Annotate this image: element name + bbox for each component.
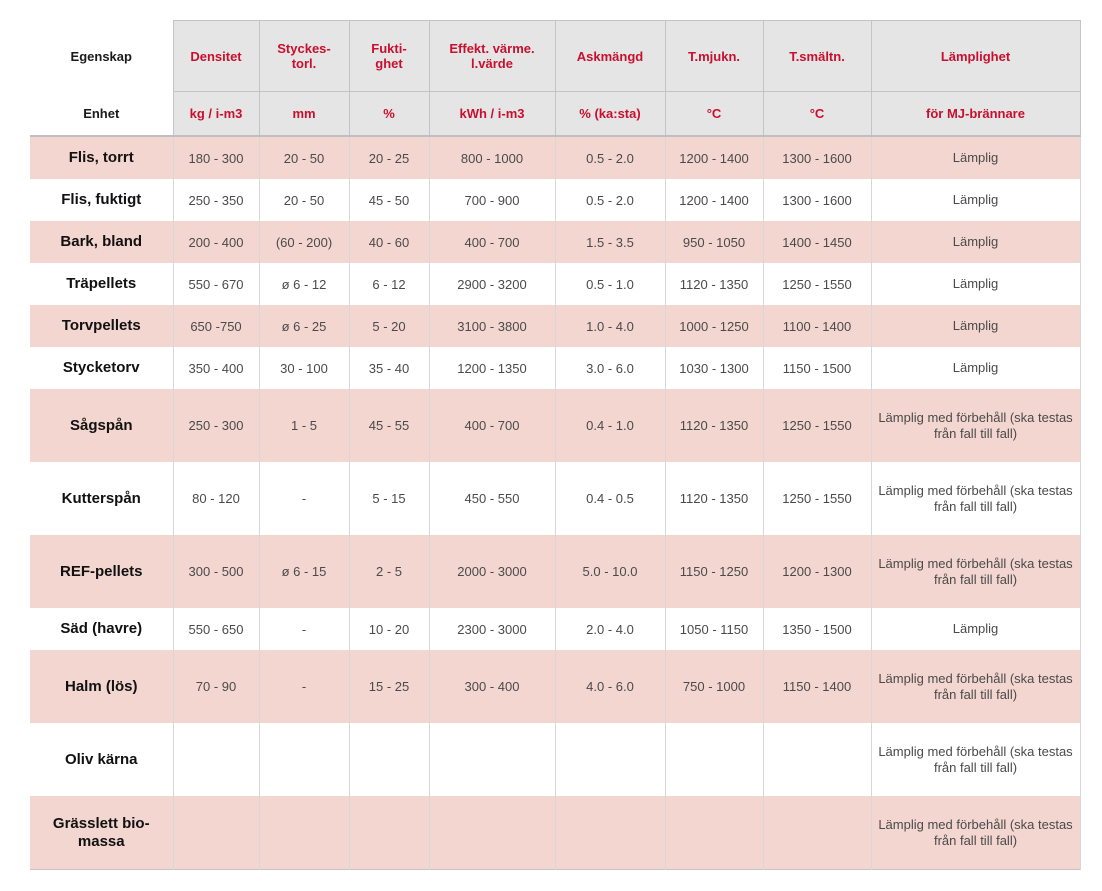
- value-cell: 0.5 - 2.0: [555, 136, 665, 179]
- table-row: [30, 136, 1080, 179]
- unit-suitability: för MJ-brännare: [871, 92, 1080, 137]
- suitability-cell: Lämplig med förbehåll (ska testas från fall till fall): [871, 650, 1080, 723]
- unit-softening-temp: °C: [665, 92, 763, 137]
- value-cell: 20 - 50: [259, 136, 349, 179]
- col-header-density: Densitet: [173, 21, 259, 92]
- table-row: [30, 535, 1080, 608]
- value-cell: 30 - 100: [259, 347, 349, 389]
- fuel-name-cell: Träpellets: [30, 263, 173, 305]
- value-cell: [763, 796, 871, 870]
- col-header-suitability: Lämplighet: [871, 21, 1080, 92]
- value-cell: [665, 796, 763, 870]
- value-cell: 300 - 400: [429, 650, 555, 723]
- value-cell: 20 - 50: [259, 179, 349, 221]
- unit-melting-temp: °C: [763, 92, 871, 137]
- value-cell: 350 - 400: [173, 347, 259, 389]
- value-cell: 4.0 - 6.0: [555, 650, 665, 723]
- suitability-cell: Lämplig med förbehåll (ska testas från fall till fall): [871, 723, 1080, 796]
- value-cell: 5.0 - 10.0: [555, 535, 665, 608]
- value-cell: ø 6 - 15: [259, 535, 349, 608]
- value-cell: 1050 - 1150: [665, 608, 763, 650]
- suitability-cell: Lämplig med förbehåll (ska testas från fall till fall): [871, 535, 1080, 608]
- table-row: [30, 462, 1080, 535]
- col-header-melting-temp: T.smältn.: [763, 21, 871, 92]
- value-cell: -: [259, 608, 349, 650]
- value-cell: [665, 723, 763, 796]
- table-row: [30, 347, 1080, 389]
- value-cell: 0.4 - 1.0: [555, 389, 665, 462]
- value-cell: 1200 - 1300: [763, 535, 871, 608]
- value-cell: 2300 - 3000: [429, 608, 555, 650]
- value-cell: 550 - 670: [173, 263, 259, 305]
- value-cell: 400 - 700: [429, 221, 555, 263]
- value-cell: 400 - 700: [429, 389, 555, 462]
- value-cell: 3100 - 3800: [429, 305, 555, 347]
- suitability-cell: Lämplig: [871, 136, 1080, 179]
- fuel-name-cell: REF-pellets: [30, 535, 173, 608]
- value-cell: 20 - 25: [349, 136, 429, 179]
- value-cell: 0.4 - 0.5: [555, 462, 665, 535]
- value-cell: 5 - 20: [349, 305, 429, 347]
- unit-label-header: Enhet: [30, 92, 173, 137]
- value-cell: 1.5 - 3.5: [555, 221, 665, 263]
- value-cell: 1120 - 1350: [665, 462, 763, 535]
- value-cell: -: [259, 650, 349, 723]
- suitability-cell: Lämplig: [871, 305, 1080, 347]
- unit-ash: % (ka:sta): [555, 92, 665, 137]
- value-cell: 1250 - 1550: [763, 263, 871, 305]
- value-cell: [349, 796, 429, 870]
- value-cell: 5 - 15: [349, 462, 429, 535]
- value-cell: 300 - 500: [173, 535, 259, 608]
- suitability-cell: Lämplig med förbehåll (ska testas från fall till fall): [871, 462, 1080, 535]
- table-row: [30, 263, 1080, 305]
- table-row: [30, 796, 1080, 870]
- value-cell: [555, 796, 665, 870]
- value-cell: 2 - 5: [349, 535, 429, 608]
- value-cell: 6 - 12: [349, 263, 429, 305]
- value-cell: 15 - 25: [349, 650, 429, 723]
- col-header-heat-value: Effekt. värme. l.värde: [429, 21, 555, 92]
- fuel-name-cell: Flis, fuktigt: [30, 179, 173, 221]
- value-cell: 1000 - 1250: [665, 305, 763, 347]
- value-cell: 0.5 - 1.0: [555, 263, 665, 305]
- value-cell: 950 - 1050: [665, 221, 763, 263]
- value-cell: 1300 - 1600: [763, 136, 871, 179]
- value-cell: 250 - 300: [173, 389, 259, 462]
- suitability-cell: Lämplig: [871, 263, 1080, 305]
- value-cell: 180 - 300: [173, 136, 259, 179]
- fuel-name-cell: Stycketorv: [30, 347, 173, 389]
- value-cell: 1200 - 1350: [429, 347, 555, 389]
- table-row: [30, 650, 1080, 723]
- value-cell: 80 - 120: [173, 462, 259, 535]
- value-cell: [173, 796, 259, 870]
- value-cell: 1 - 5: [259, 389, 349, 462]
- value-cell: 700 - 900: [429, 179, 555, 221]
- value-cell: 1150 - 1400: [763, 650, 871, 723]
- fuel-name-cell: Bark, bland: [30, 221, 173, 263]
- fuel-name-cell: Säd (havre): [30, 608, 173, 650]
- value-cell: 1200 - 1400: [665, 179, 763, 221]
- table-row: [30, 305, 1080, 347]
- value-cell: 1300 - 1600: [763, 179, 871, 221]
- value-cell: 1120 - 1350: [665, 263, 763, 305]
- value-cell: 3.0 - 6.0: [555, 347, 665, 389]
- col-header-ash: Askmängd: [555, 21, 665, 92]
- fuel-name-cell: Oliv kärna: [30, 723, 173, 796]
- table-row: [30, 221, 1080, 263]
- suitability-cell: Lämplig med förbehåll (ska testas från fall till fall): [871, 796, 1080, 870]
- value-cell: 45 - 50: [349, 179, 429, 221]
- unit-moisture: %: [349, 92, 429, 137]
- value-cell: 1100 - 1400: [763, 305, 871, 347]
- value-cell: 10 - 20: [349, 608, 429, 650]
- value-cell: 1030 - 1300: [665, 347, 763, 389]
- suitability-cell: Lämplig: [871, 347, 1080, 389]
- value-cell: 750 - 1000: [665, 650, 763, 723]
- fuel-name-cell: Torvpellets: [30, 305, 173, 347]
- suitability-cell: Lämplig med förbehåll (ska testas från fall till fall): [871, 389, 1080, 462]
- fuel-name-cell: Flis, torrt: [30, 136, 173, 179]
- value-cell: 1120 - 1350: [665, 389, 763, 462]
- value-cell: 0.5 - 2.0: [555, 179, 665, 221]
- value-cell: 70 - 90: [173, 650, 259, 723]
- fuel-name-cell: Kutterspån: [30, 462, 173, 535]
- value-cell: 800 - 1000: [429, 136, 555, 179]
- fuel-name-cell: Grässlett bio- massa: [30, 796, 173, 870]
- value-cell: [763, 723, 871, 796]
- value-cell: [555, 723, 665, 796]
- value-cell: [259, 723, 349, 796]
- value-cell: 35 - 40: [349, 347, 429, 389]
- suitability-cell: Lämplig: [871, 608, 1080, 650]
- value-cell: 1150 - 1500: [763, 347, 871, 389]
- table-row: [30, 389, 1080, 462]
- value-cell: [429, 796, 555, 870]
- value-cell: 45 - 55: [349, 389, 429, 462]
- value-cell: 200 - 400: [173, 221, 259, 263]
- value-cell: (60 - 200): [259, 221, 349, 263]
- value-cell: 2.0 - 4.0: [555, 608, 665, 650]
- value-cell: [429, 723, 555, 796]
- table-body: [30, 136, 1080, 870]
- value-cell: 1200 - 1400: [665, 136, 763, 179]
- suitability-cell: Lämplig: [871, 221, 1080, 263]
- value-cell: 1350 - 1500: [763, 608, 871, 650]
- value-cell: [349, 723, 429, 796]
- unit-heat-value: kWh / i-m3: [429, 92, 555, 137]
- value-cell: 1250 - 1550: [763, 462, 871, 535]
- value-cell: 1250 - 1550: [763, 389, 871, 462]
- table-row: [30, 179, 1080, 221]
- suitability-cell: Lämplig: [871, 179, 1080, 221]
- value-cell: 450 - 550: [429, 462, 555, 535]
- fuel-name-cell: Sågspån: [30, 389, 173, 462]
- value-cell: 2900 - 3200: [429, 263, 555, 305]
- value-cell: 650 -750: [173, 305, 259, 347]
- value-cell: [259, 796, 349, 870]
- value-cell: 550 - 650: [173, 608, 259, 650]
- col-header-softening-temp: T.mjukn.: [665, 21, 763, 92]
- fuel-name-cell: Halm (lös): [30, 650, 173, 723]
- value-cell: 40 - 60: [349, 221, 429, 263]
- col-header-piece-size: Styckes- torl.: [259, 21, 349, 92]
- value-cell: 250 - 350: [173, 179, 259, 221]
- fuel-properties-table: [30, 20, 1081, 870]
- value-cell: ø 6 - 12: [259, 263, 349, 305]
- value-cell: -: [259, 462, 349, 535]
- value-cell: 1.0 - 4.0: [555, 305, 665, 347]
- unit-piece-size: mm: [259, 92, 349, 137]
- table-row: [30, 723, 1080, 796]
- unit-density: kg / i-m3: [173, 92, 259, 137]
- col-header-moisture: Fukti- ghet: [349, 21, 429, 92]
- row-label-header: Egenskap: [30, 21, 173, 92]
- value-cell: 1150 - 1250: [665, 535, 763, 608]
- value-cell: 1400 - 1450: [763, 221, 871, 263]
- header-row-units: [30, 92, 1080, 137]
- value-cell: ø 6 - 25: [259, 305, 349, 347]
- header-row-properties: [30, 21, 1080, 92]
- table-row: [30, 608, 1080, 650]
- value-cell: 2000 - 3000: [429, 535, 555, 608]
- value-cell: [173, 723, 259, 796]
